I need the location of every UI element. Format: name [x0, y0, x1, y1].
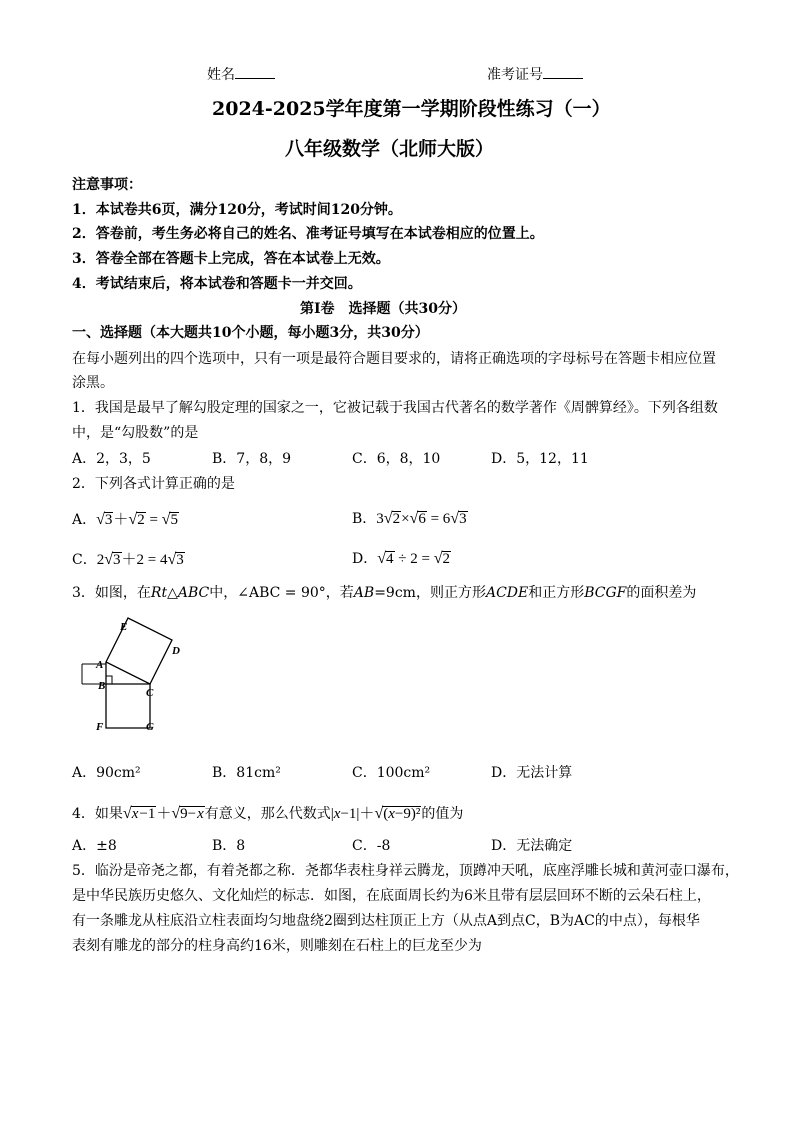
page-subtitle: 八年级数学（北师大版）	[285, 138, 495, 160]
q5-stem: 表刻有雕龙的部分的柱身高约16米，则雕刻在石柱上的巨龙至少为	[72, 938, 482, 954]
math-expression: |x−1|＋√(x−9)²	[330, 805, 421, 822]
q2-option-c	[72, 548, 185, 569]
q4-option-b: B．8	[212, 838, 246, 854]
math-expression: √3＋√2 = √5	[96, 511, 178, 528]
q3-stem: 3．如图，在Rt△ABC中，∠ABC = 90°，若AB=9cm，则正方形ACDE和正方形BCGF的面积差为	[72, 585, 697, 601]
option-label: D．	[352, 551, 378, 567]
q3-option-c: C．100cm²	[352, 765, 431, 781]
square-bcgf	[106, 684, 150, 728]
label-g: G	[146, 721, 154, 733]
label-e: E	[120, 621, 128, 633]
q4-option-c: C．-8	[352, 838, 391, 854]
q1-option-d: D．5，12，11	[491, 451, 589, 467]
page-title: 2024-2025学年度第一学期阶段性练习（一）	[212, 98, 611, 120]
math-expression: 3√2×√6 = 6√3	[376, 510, 467, 527]
notice-item: 3．答卷全部在答题卡上完成，答在本试卷上无效。	[72, 251, 390, 267]
notice-item: 2．答卷前，考生务必将自己的姓名、准考证号填写在本试卷相应的位置上。	[72, 226, 544, 242]
option-label: A．	[72, 512, 97, 528]
instruction-line: 在每小题列出的四个选项中，只有一项是最符合题目要求的，请将正确选项的字母标号在答题卡相应位置	[72, 351, 716, 367]
instruction-line: 涂黑。	[72, 375, 114, 391]
q1-option-a: A．2，3，5	[72, 451, 151, 467]
q2-option-d	[352, 548, 451, 568]
volume-title: 第Ⅰ卷 选择题（共30分）	[300, 301, 467, 317]
name-blank	[235, 66, 275, 79]
exam-id-field	[487, 64, 583, 84]
q1-stem: 1．我国是最早了解勾股定理的国家之一，它被记载于我国古代著名的数学著作《周髀算经》。下列各组数	[72, 400, 718, 416]
notice-heading: 注意事项：	[72, 177, 142, 193]
math-expression: 2√3＋2 = 4√3	[96, 551, 184, 568]
q4-option-d: D．无法确定	[491, 838, 573, 854]
q3-figure	[76, 612, 186, 740]
part-title: 一、选择题（本大题共10个小题，每小题3分，共30分）	[72, 325, 429, 341]
q2-option-b	[352, 508, 468, 528]
math-expression: √4 ÷ 2 = √2	[377, 550, 450, 567]
name-field	[207, 64, 275, 84]
option-label: C．	[72, 552, 97, 568]
right-angle-mark	[106, 676, 112, 684]
q5-stem: 5．临汾是帝尧之都，有着尧都之称．尧都华表柱身祥云腾龙，顶蹲冲天吼，底座浮雕长城和黄河壶口瀑布，	[72, 863, 739, 879]
option-label: B．	[352, 511, 377, 527]
q2-option-a	[72, 508, 179, 529]
exam-id-label: 准考证号	[487, 67, 543, 83]
q1-stem: 中，是“勾股数”的是	[72, 425, 199, 441]
q4-option-a: A．±8	[72, 838, 117, 854]
q1-option-b: B．7，8，9	[212, 451, 292, 467]
label-d: D	[172, 645, 180, 657]
q5-stem: 有一条雕龙从柱底沿立柱表面均匀地盘绕2圈到达柱顶正上方（从点A到点C，B为AC的中点），每根华	[72, 913, 700, 929]
math-expression: √x−1＋√9−x	[122, 805, 204, 822]
exam-id-blank	[543, 66, 583, 79]
q5-stem: 是中华民族历史悠久、文化灿烂的标志．如图，在底面周长约为6米且带有层层回环不断的云朵石柱上，	[72, 888, 711, 904]
q1-option-c: C．6，8，10	[352, 451, 441, 467]
square-acde	[106, 618, 172, 684]
q3-option-a: A．90cm²	[72, 765, 141, 781]
notice-item: 4．考试结束后，将本试卷和答题卡一并交回。	[72, 276, 362, 292]
q3-option-d: D．无法计算	[491, 765, 573, 781]
label-a: A	[96, 659, 104, 671]
name-label: 姓名	[207, 67, 235, 83]
label-c: C	[146, 687, 154, 699]
q2-stem: 2．下列各式计算正确的是	[72, 476, 235, 492]
notice-item: 1．本试卷共6页，满分120分，考试时间120分钟。	[72, 202, 402, 218]
q3-option-b: B．81cm²	[212, 765, 281, 781]
label-f: F	[96, 721, 104, 733]
label-b: B	[98, 680, 106, 692]
q4-stem: 4．如果√x−1＋√9−x有意义，那么代数式|x−1|＋√(x−9)²的值为	[72, 805, 464, 822]
